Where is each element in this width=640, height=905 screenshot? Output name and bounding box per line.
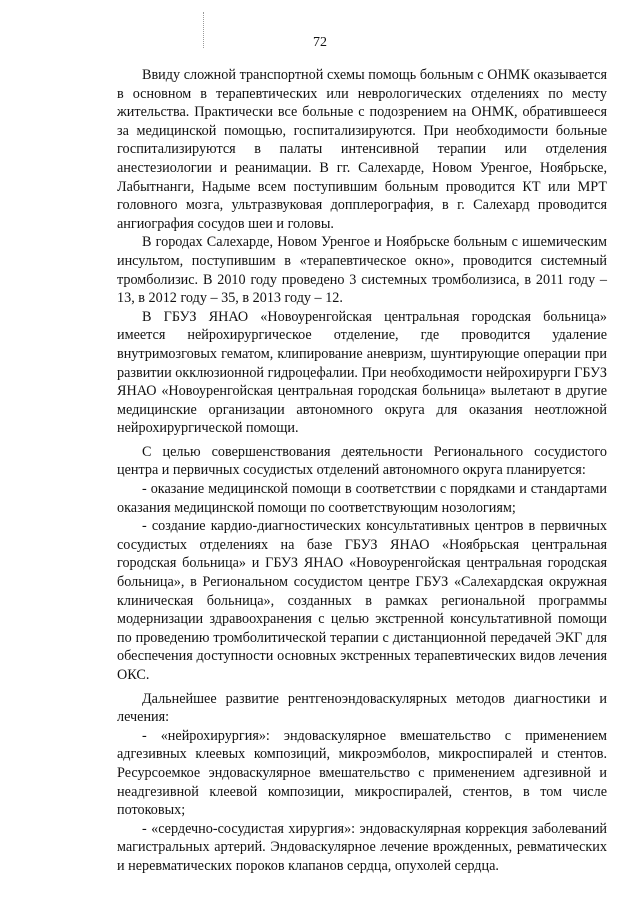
- document-body: [117, 66, 607, 876]
- list-item-cardiovascular-surgery: - «сердечно-сосудистая хирургия»: эндоваскулярная коррекция заболеваний магистральных артерий. Эндоваскулярное лечение врожденных, ревматических и неревматических пороков клапанов сердца, опухолей сердца.: [117, 820, 607, 874]
- list-item-cardio-centers: - создание кардио-диагностических консультативных центров в первичных сосудистых отделениях на базе ГБУЗ ЯНАО «Ноябрьская центральная городская больница» и ГБУЗ ЯНАО «Новоуренгойская центральная городская больница», в Региональном сосудистом центре ГБУЗ «Салехардская окружная клиническая больница», созданных в рамках региональной программы модернизации здравоохранения с целью экстренной консультативной помощи по проведению тромболитической терапии с дистанционной передачей ЭКГ для обеспечения доступности основных экстренных терапевтических видов лечения ОКС.: [117, 518, 607, 683]
- paragraph-onmk-care: Ввиду сложной транспортной схемы помощь больным с ОНМК оказывается в основном в терапевтических или неврологических отделениях по месту жительства. Практически все больные с подозрением на ОНМК, обратившееся за медицинской помощью, госпитализируются. При необходимости больные госпитализируются в палаты интенсивной терапии или отделения анестезиологии и реанимации. В гг. Салехарде, Новом Уренгое, Ноябрьске, Лабытнанги, Надыме всем поступившим больным проводится КТ или МРТ головного мозга, ультразвуковая допплерография, в г. Салехард проводится ангиография сосудов шеи и головы.: [117, 67, 607, 232]
- list-item-standards: - оказание медицинской помощи в соответствии с порядками и стандартами оказания медицинской помощи по соответствующим нозологиям;: [117, 481, 607, 516]
- paragraph-thrombolysis: В городах Салехарде, Новом Уренгое и Ноябрьске больным с ишемическим инсультом, поступившим в «терапевтическое окно», проводится системный тромболизис. В 2010 году проведено 3 системных тромболизиса, в 2011 году – 13, в 2012 году – 35, в 2013 году – 12.: [117, 234, 607, 307]
- paragraph-neurosurgery-department: В ГБУЗ ЯНАО «Новоуренгойская центральная городская больница» имеется нейрохирургическое отделение, где проводится удаление внутримозговых гематом, клипирование аневризм, шунтирующие операции при развитии окклюзионной гидроцефалии. При необходимости нейрохирурги ГБУЗ ЯНАО «Новоуренгойская центральная городская больница» вылетают в другие медицинские организации автономного округа для оказания неотложной нейрохирургической помощи.: [117, 308, 607, 437]
- paragraph-endovascular-development: Дальнейшее развитие рентгеноэндоваскулярных методов диагностики и лечения:: [117, 690, 607, 726]
- paragraph-improvement-plans: С целью совершенствования деятельности Регионального сосудистого центра и первичных сосудистых отделений автономного округа планируется:: [117, 443, 607, 479]
- page-number: 72: [313, 35, 327, 50]
- list-item-neurosurgery: - «нейрохирургия»: эндоваскулярное вмешательство с применением адгезивных клеевых композиций, микроэмболов, микроспиралей и стентов. Ресурсоемкое эндоваскулярное вмешательство с применением адгезивной и неадгезивной клеевой композиции, микроспиралей, стентов, в том числе потоковых;: [117, 727, 607, 819]
